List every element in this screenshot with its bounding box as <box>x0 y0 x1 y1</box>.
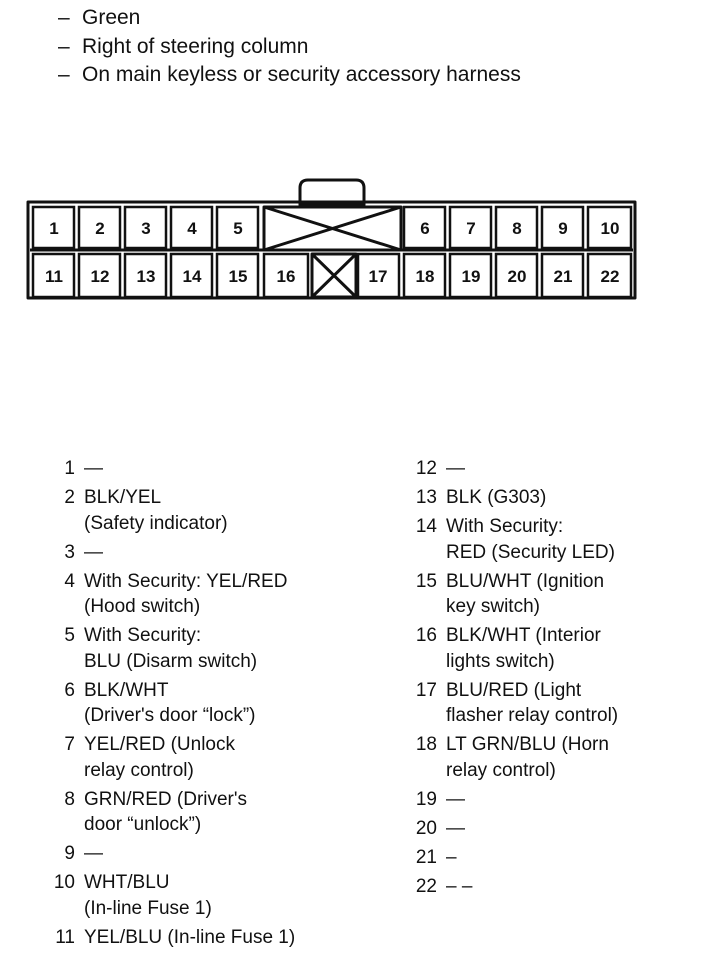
pin-entry-5 <box>50 623 295 674</box>
pin-description <box>84 569 295 620</box>
pin-description-line: door “unlock”) <box>84 814 202 835</box>
pin-label-22: 22 <box>600 267 620 286</box>
pin-description-line: — <box>446 458 465 479</box>
pin-number: 14 <box>415 516 437 537</box>
pin-description-line: WHT/BLU <box>84 872 170 893</box>
pin-description <box>446 623 618 674</box>
pin-description-line: BLU/RED (Light <box>446 679 582 701</box>
pin-description-line: BLU (Disarm switch) <box>84 650 258 672</box>
pin-description-line: – <box>446 846 457 868</box>
pin-label-7: 7 <box>466 219 476 238</box>
pin-description <box>446 845 618 871</box>
pin-entry-13 <box>412 485 618 511</box>
pin-list-left <box>50 456 295 954</box>
pin-entry-4 <box>50 569 295 620</box>
pin-number: 15 <box>415 570 437 592</box>
header-line-location: – Right of steering column <box>58 35 309 58</box>
pin-description-line: key switch) <box>446 596 540 617</box>
pin-number: 12 <box>415 458 437 479</box>
pin-label-15: 15 <box>228 267 248 286</box>
pin-number: 7 <box>64 734 75 755</box>
connector-diagram <box>0 0 704 320</box>
pin-description-line: RED (Security LED) <box>446 541 615 563</box>
pin-entry-21 <box>412 845 618 871</box>
pin-number: 5 <box>64 625 75 646</box>
pin-entry-7 <box>50 732 295 783</box>
pin-description-line: With Security: <box>446 516 564 537</box>
pin-number: 4 <box>64 570 75 592</box>
pin-description <box>84 841 295 867</box>
pin-number: 11 <box>55 926 75 948</box>
pin-description <box>84 623 295 674</box>
pin-label-11: 11 <box>45 267 63 286</box>
header-color-text: Green <box>82 6 141 29</box>
pin-description-line: lights switch) <box>446 650 555 672</box>
pin-number: 3 <box>64 541 75 563</box>
pin-entry-14 <box>412 514 618 565</box>
pin-entry-3 <box>50 540 295 566</box>
header-line-harness: – On main keyless or security accessory harness <box>58 63 521 86</box>
pin-description-line: (Hood switch) <box>84 596 201 617</box>
pin-number: 20 <box>415 817 437 839</box>
pin-description <box>446 678 618 729</box>
pin-label-9: 9 <box>558 219 568 238</box>
pin-number: 22 <box>415 875 437 897</box>
pin-description <box>84 925 295 951</box>
pin-label-5: 5 <box>233 219 243 238</box>
pin-number: 9 <box>64 843 75 864</box>
header-harness-text: On main keyless or security accessory harness <box>82 63 521 86</box>
pin-description <box>446 456 618 482</box>
pin-label-3: 3 <box>141 219 151 238</box>
pin-number: 6 <box>64 679 75 701</box>
pin-number: 16 <box>415 625 437 646</box>
pin-list-right <box>412 456 618 903</box>
pin-label-8: 8 <box>512 219 522 238</box>
pin-description <box>84 678 295 729</box>
pin-label-13: 13 <box>136 267 156 286</box>
pin-description <box>84 456 295 482</box>
pin-label-6: 6 <box>420 219 430 238</box>
pin-entry-2 <box>50 485 295 536</box>
pin-entry-9 <box>50 841 295 867</box>
pin-entry-19 <box>412 787 618 813</box>
pin-label-12: 12 <box>90 267 110 286</box>
pin-description-line: BLK (G303) <box>446 487 547 508</box>
pin-label-19: 19 <box>461 267 481 286</box>
pin-description <box>446 514 618 565</box>
pin-label-21: 21 <box>553 267 573 286</box>
pin-description-line: — <box>84 458 103 479</box>
pin-label-17: 17 <box>368 267 388 286</box>
pin-description-line: With Security: YEL/RED <box>84 570 288 592</box>
pin-number: 1 <box>64 458 75 479</box>
pin-description <box>446 732 618 783</box>
header-location-text: Right of steering column <box>82 35 309 58</box>
pin-entry-15 <box>412 569 618 620</box>
pin-description-line: – – <box>446 875 473 897</box>
pin-description-line: BLK/WHT (Interior <box>446 625 601 646</box>
pin-number: 18 <box>415 734 437 755</box>
pin-description-line: With Security: <box>84 625 202 646</box>
pin-number: 2 <box>64 487 75 508</box>
pin-description <box>84 870 295 921</box>
pin-number: 19 <box>415 788 437 810</box>
pin-number: 17 <box>415 679 437 701</box>
pin-description-line: — <box>84 843 103 864</box>
pin-entry-22 <box>412 874 618 900</box>
pin-description <box>446 485 618 511</box>
pin-label-14: 14 <box>182 267 202 286</box>
pin-description <box>446 787 618 813</box>
pin-entry-17 <box>412 678 618 729</box>
pin-label-4: 4 <box>187 219 197 238</box>
pin-entry-16 <box>412 623 618 674</box>
pin-description <box>84 485 295 536</box>
header-line-color: – Green <box>58 6 141 29</box>
pin-description <box>84 732 295 783</box>
pin-description-line: (In-line Fuse 1) <box>84 897 212 919</box>
pin-entry-10 <box>50 870 295 921</box>
pin-entry-18 <box>412 732 618 783</box>
pin-description-line: relay control) <box>84 759 194 781</box>
pin-description-line: YEL/BLU (In-line Fuse 1) <box>84 926 296 948</box>
pin-description-line: GRN/RED (Driver's <box>84 788 248 810</box>
pin-description-line: — <box>446 817 465 839</box>
pin-description-line: — <box>446 788 465 810</box>
pin-entry-20 <box>412 816 618 842</box>
pin-label-20: 20 <box>507 267 527 286</box>
pin-description-line: BLK/YEL <box>84 487 162 508</box>
pin-number: 10 <box>53 872 75 893</box>
pin-description-line: LT GRN/BLU (Horn <box>446 734 609 755</box>
pin-number: 13 <box>415 487 437 508</box>
pin-description <box>446 816 618 842</box>
pin-label-10: 10 <box>600 219 620 238</box>
pin-label-16: 16 <box>276 267 296 286</box>
pin-description <box>84 540 295 566</box>
pin-description <box>446 569 618 620</box>
pin-description-line: YEL/RED (Unlock <box>84 734 235 755</box>
pin-label-18: 18 <box>415 267 435 286</box>
pin-label-2: 2 <box>95 219 105 238</box>
pin-entry-11 <box>50 925 295 951</box>
pin-entry-6 <box>50 678 295 729</box>
pin-description-line: — <box>84 541 103 563</box>
pin-entry-1 <box>50 456 295 482</box>
pin-description-line: (Driver's door “lock”) <box>84 705 256 726</box>
pin-number: 8 <box>64 788 75 810</box>
pin-number: 21 <box>415 846 437 868</box>
pin-label-1: 1 <box>49 219 59 238</box>
pin-description-line: (Safety indicator) <box>84 512 228 534</box>
pin-description <box>84 787 295 838</box>
pin-entry-12 <box>412 456 618 482</box>
pin-description-line: relay control) <box>446 759 556 781</box>
pin-description-line: flasher relay control) <box>446 705 619 726</box>
pin-description-line: BLK/WHT <box>84 679 169 701</box>
pin-entry-8 <box>50 787 295 838</box>
pin-description-line: BLU/WHT (Ignition <box>446 570 605 592</box>
pin-description <box>446 874 618 900</box>
